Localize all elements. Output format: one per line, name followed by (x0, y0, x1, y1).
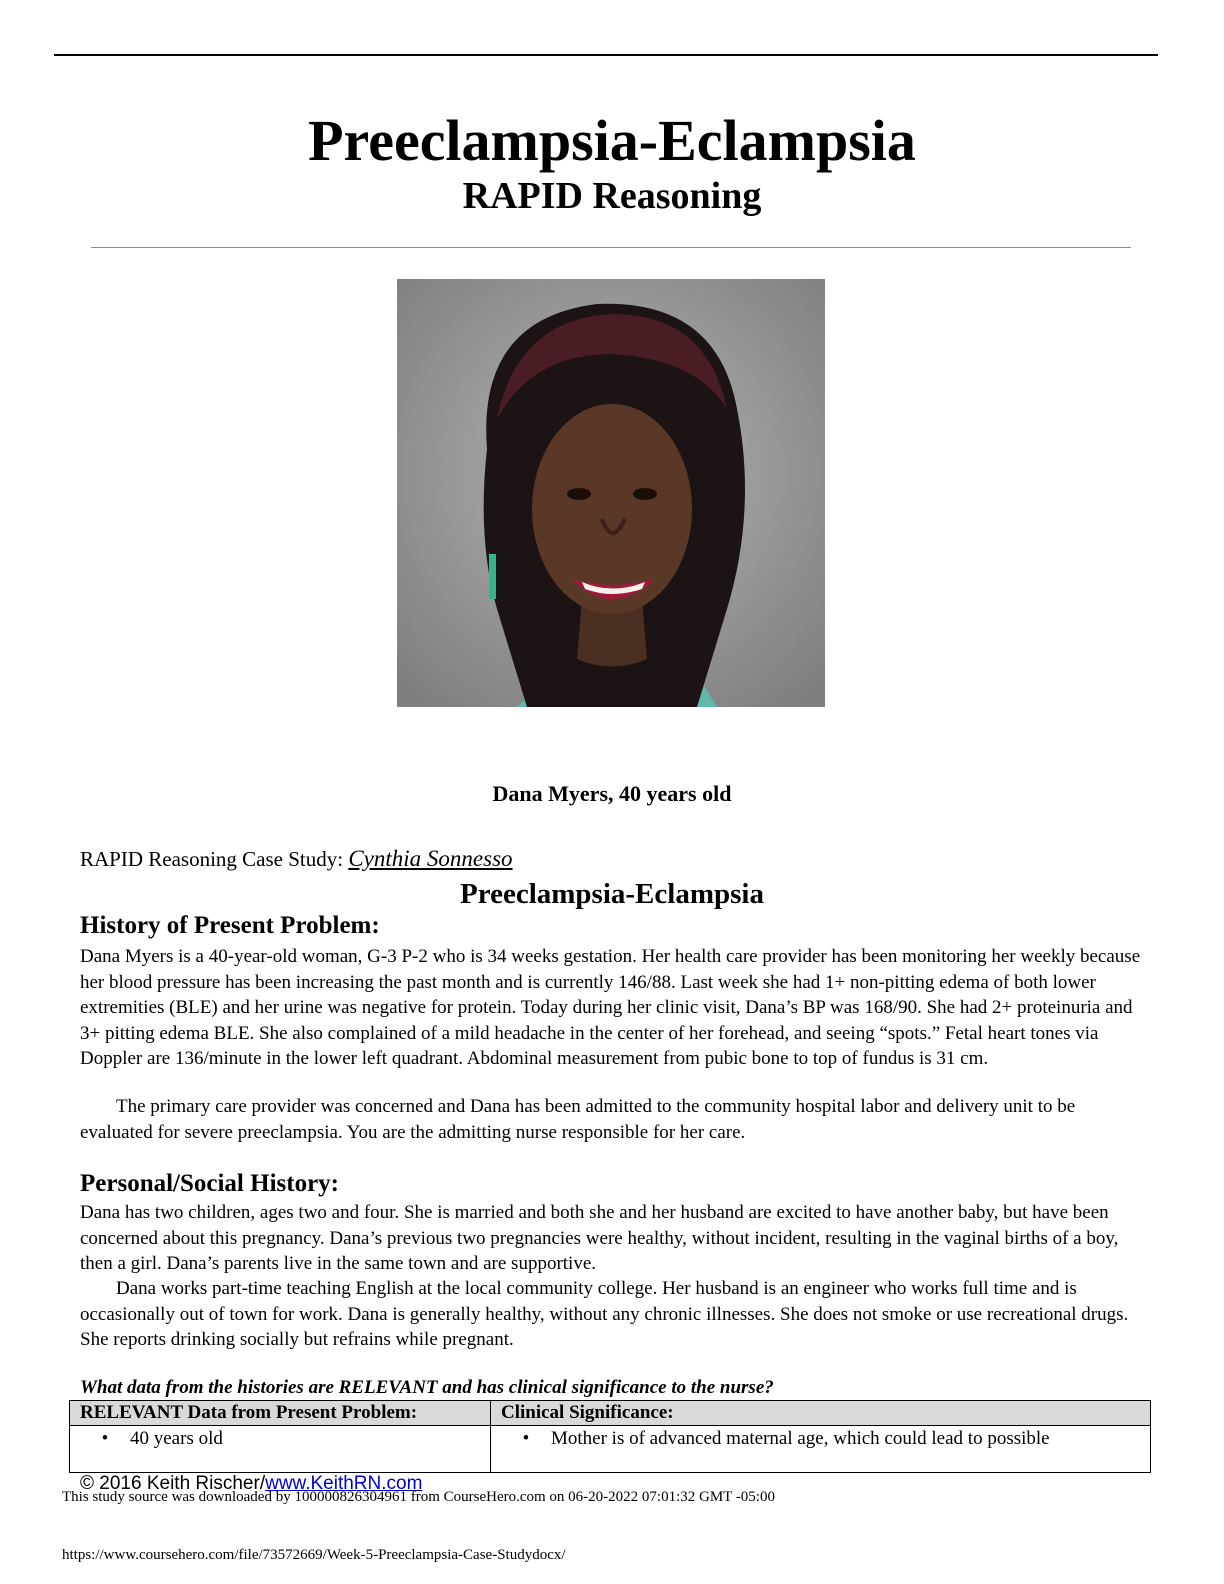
page-title: Preeclampsia-Eclampsia (308, 108, 916, 173)
source-url: https://www.coursehero.com/file/73572669/Week-5-Preeclampsia-Case-Studydocx/ (62, 1547, 566, 1563)
case-study-label: RAPID Reasoning Case Study: (80, 847, 349, 871)
personal-social-paragraph-2: Dana works part-time teaching English at the local community college. Her husband is an engineer who works full time and is occasionally out of town for work. Dana is generally healthy, without any chronic illnesses. She does not smoke or use recreational drugs. She reports drinking socially but refrains while pregnant. (80, 1278, 1129, 1350)
cell-text: Mother is of advanced maternal age, which could lead to possible (551, 1428, 1050, 1449)
top-rule (54, 54, 1158, 56)
photo-caption: Dana Myers, 40 years old (492, 781, 732, 806)
keithrn-link[interactable]: www.KeithRN.com (265, 1473, 423, 1494)
table-header-relevant-data: RELEVANT Data from Present Problem: (70, 1401, 491, 1426)
bullet-icon: • (522, 1428, 530, 1449)
copyright-text: © 2016 Keith Rischer/ (80, 1473, 266, 1494)
history-present-paragraph-2: The primary care provider was concerned and Dana has been admitted to the community hospital labor and delivery unit to be evaluated for severe preeclampsia. You are the admitting nurse responsible for her care. (80, 1096, 1076, 1143)
personal-social-paragraph-1: Dana has two children, ages two and four. She is married and both she and her husband are excited to have another baby, but have been concerned about this pregnancy. Dana’s previous two pregnancies were healthy, without incident, resulting in the vaginal births of a boy, then a girl. Dana’s parents live in the same town and are supportive. (80, 1202, 1119, 1274)
author-name: Cynthia Sonnesso (348, 846, 513, 871)
download-watermark: This study source was downloaded by 100000826304961 from CourseHero.com on 06-20-2022 07:01:32 GMT -05:00 (62, 1489, 775, 1505)
title-divider (91, 247, 1131, 248)
bullet-icon: • (101, 1428, 109, 1449)
history-present-heading: History of Present Problem: (80, 912, 380, 939)
table-header-clinical-significance: Clinical Significance: (491, 1401, 1151, 1426)
page-subtitle: RAPID Reasoning (462, 175, 762, 217)
relevant-data-table (69, 1400, 1151, 1473)
personal-social-heading: Personal/Social History: (80, 1170, 339, 1197)
case-study-line (80, 845, 513, 873)
table-header-row (70, 1401, 1151, 1426)
case-study-heading: Preeclampsia-Eclampsia (460, 878, 764, 910)
table-cell-significance[interactable] (491, 1426, 1151, 1473)
history-present-paragraph-1: Dana Myers is a 40-year-old woman, G-3 P-2 who is 34 weeks gestation. Her health care provider has been monitoring her weekly because her blood pressure has been increasing the past month and is currently 146/88. Last week she had 1+ non-pitting edema of both lower extremities (BLE) and her urine was negative for protein. Today during her clinic visit, Dana’s BP was 168/90. She had 2+ proteinuria and 3+ pitting edema BLE. She also complained of a mild headache in the center of her forehead, and seeing “spots.” Fetal heart tones via Doppler are 136/minute in the lower left quadrant. Abdominal measurement from pubic bone to top of fundus is 31 cm. (80, 946, 1141, 1069)
relevant-data-question: What data from the histories are RELEVANT and has clinical significance to the nurse? (80, 1377, 774, 1398)
cell-text: 40 years old (130, 1428, 223, 1449)
table-cell-relevant[interactable] (70, 1426, 491, 1473)
patient-photo (397, 279, 825, 707)
table-row (70, 1426, 1151, 1473)
